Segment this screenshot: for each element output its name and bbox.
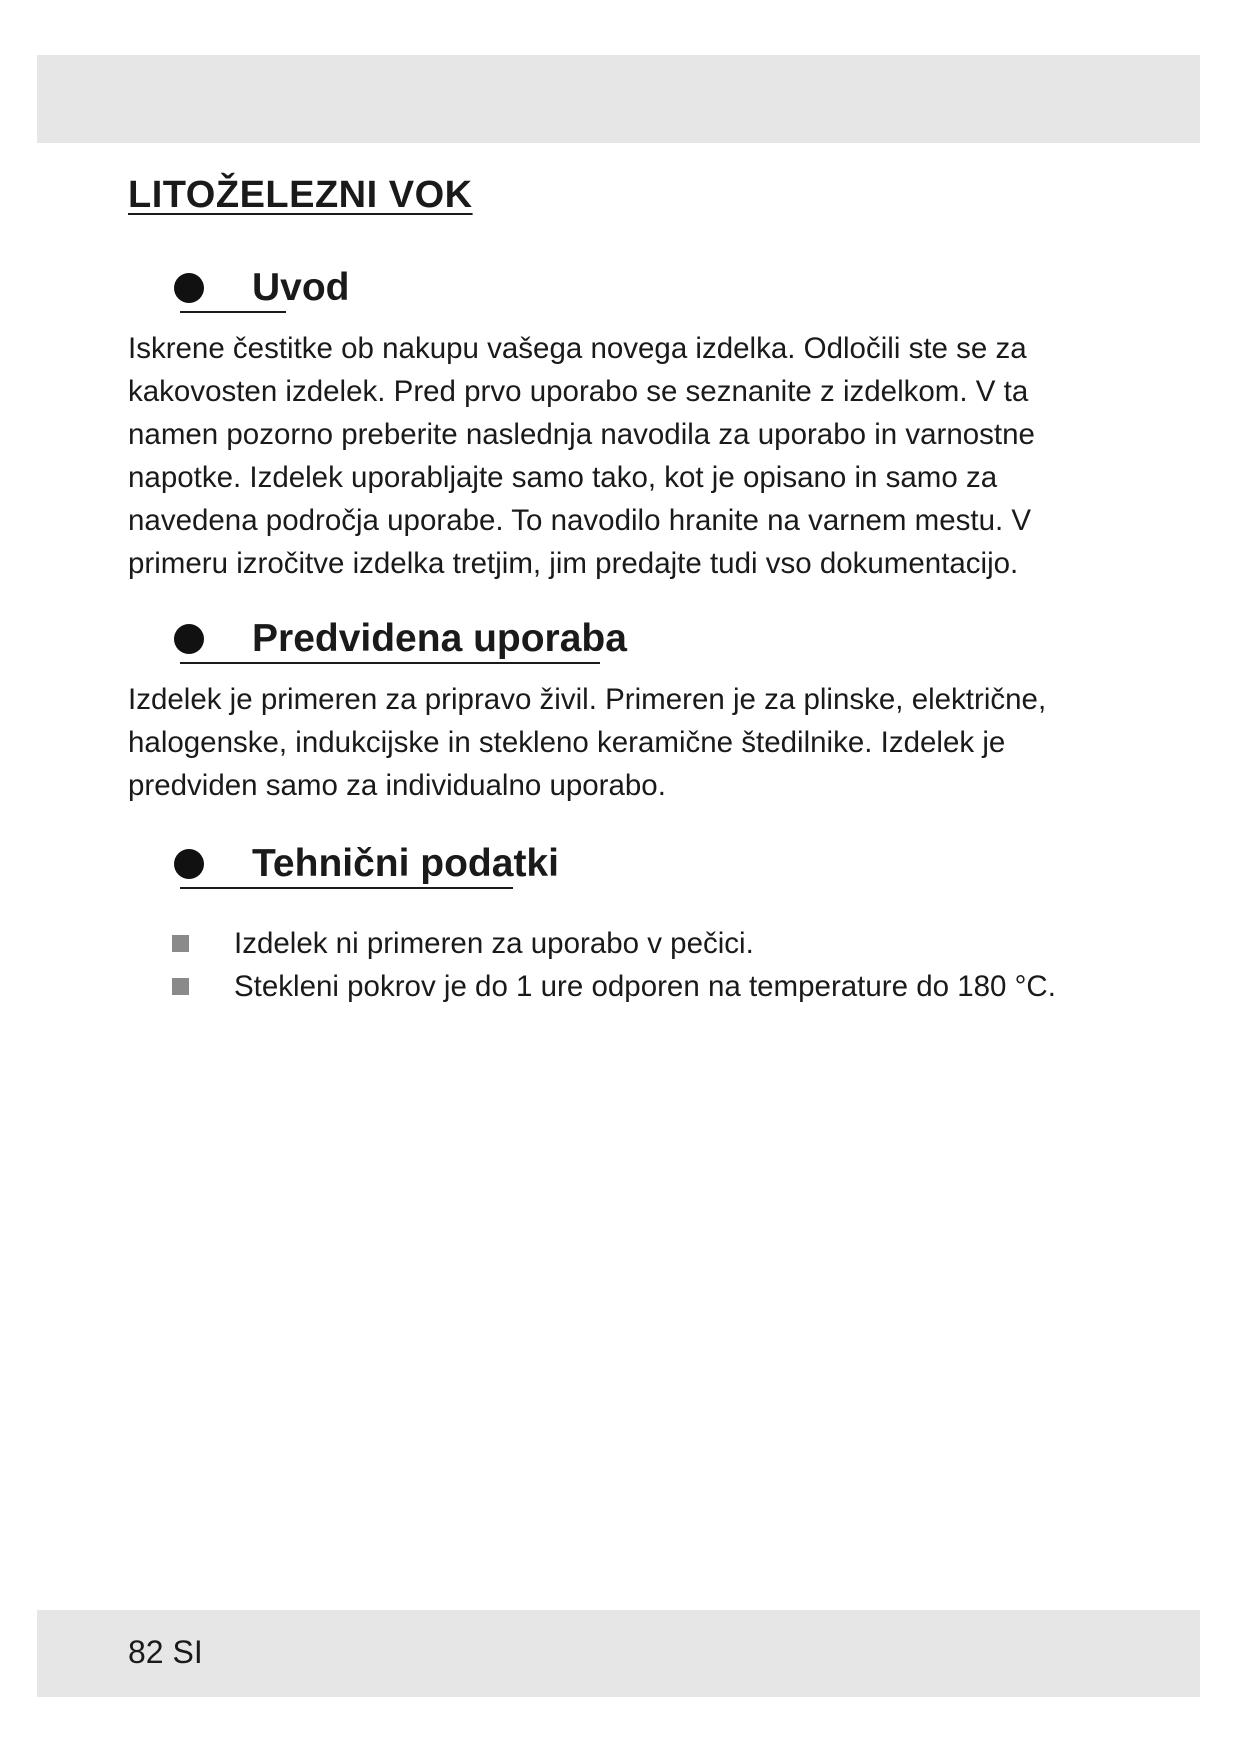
paragraph-line: Iskrene čestitke ob nakupu vašega novega izdelka. Odločili ste se za <box>128 332 1027 365</box>
square-bullet-icon <box>172 935 189 952</box>
paragraph-line: Izdelek je primeren za pripravo živil. Primeren je za plinske, električne, <box>128 683 1047 716</box>
list-item <box>172 922 1056 965</box>
section-heading-text: Predvidena uporaba <box>252 617 627 660</box>
paragraph-line: primeru izročitve izdelka tretjim, jim predajte tudi vso dokumentacijo. <box>128 547 1019 580</box>
heading-underline <box>180 662 600 664</box>
paragraph-line: predviden samo za individualno uporabo. <box>128 769 666 802</box>
document-title: LITOŽELEZNI VOK <box>128 174 473 216</box>
bullet-dot-icon <box>174 849 204 879</box>
list-item-text: Izdelek ni primeren za uporabo v pečici. <box>234 927 754 960</box>
intro-paragraph <box>128 327 1128 585</box>
list-item-text: Stekleni pokrov je do 1 ure odporen na temperature do 180 °C. <box>234 970 1056 1003</box>
paragraph-line: namen pozorno preberite naslednja navodila za uporabo in varnostne <box>128 418 1035 451</box>
paragraph-line: kakovosten izdelek. Pred prvo uporabo se seznanite z izdelkom. V ta <box>128 375 1029 408</box>
list-item <box>172 965 1056 1008</box>
footer-band <box>37 1610 1200 1697</box>
section-heading-text: Tehnični podatki <box>252 842 559 885</box>
bullet-dot-icon <box>174 624 204 654</box>
intended-use-paragraph <box>128 678 1128 807</box>
heading-underline <box>180 887 513 889</box>
section-heading-text: Uvod <box>252 266 350 309</box>
paragraph-line: halogenske, indukcijske in stekleno keramične štedilnike. Izdelek je <box>128 726 1006 759</box>
header-band <box>37 55 1200 143</box>
section-heading-tehnicni-podatki <box>174 840 559 888</box>
heading-underline <box>180 311 286 313</box>
technical-data-list <box>172 922 1056 1008</box>
paragraph-line: navedena področja uporabe. To navodilo hranite na varnem mestu. V <box>128 504 1032 537</box>
paragraph-line: napotke. Izdelek uporabljajte samo tako, kot je opisano in samo za <box>128 461 998 494</box>
page-number: 82 SI <box>128 1634 203 1670</box>
section-heading-predvidena-uporaba <box>174 615 627 663</box>
bullet-dot-icon <box>174 273 204 303</box>
square-bullet-icon <box>172 978 189 995</box>
section-heading-uvod <box>174 264 350 312</box>
